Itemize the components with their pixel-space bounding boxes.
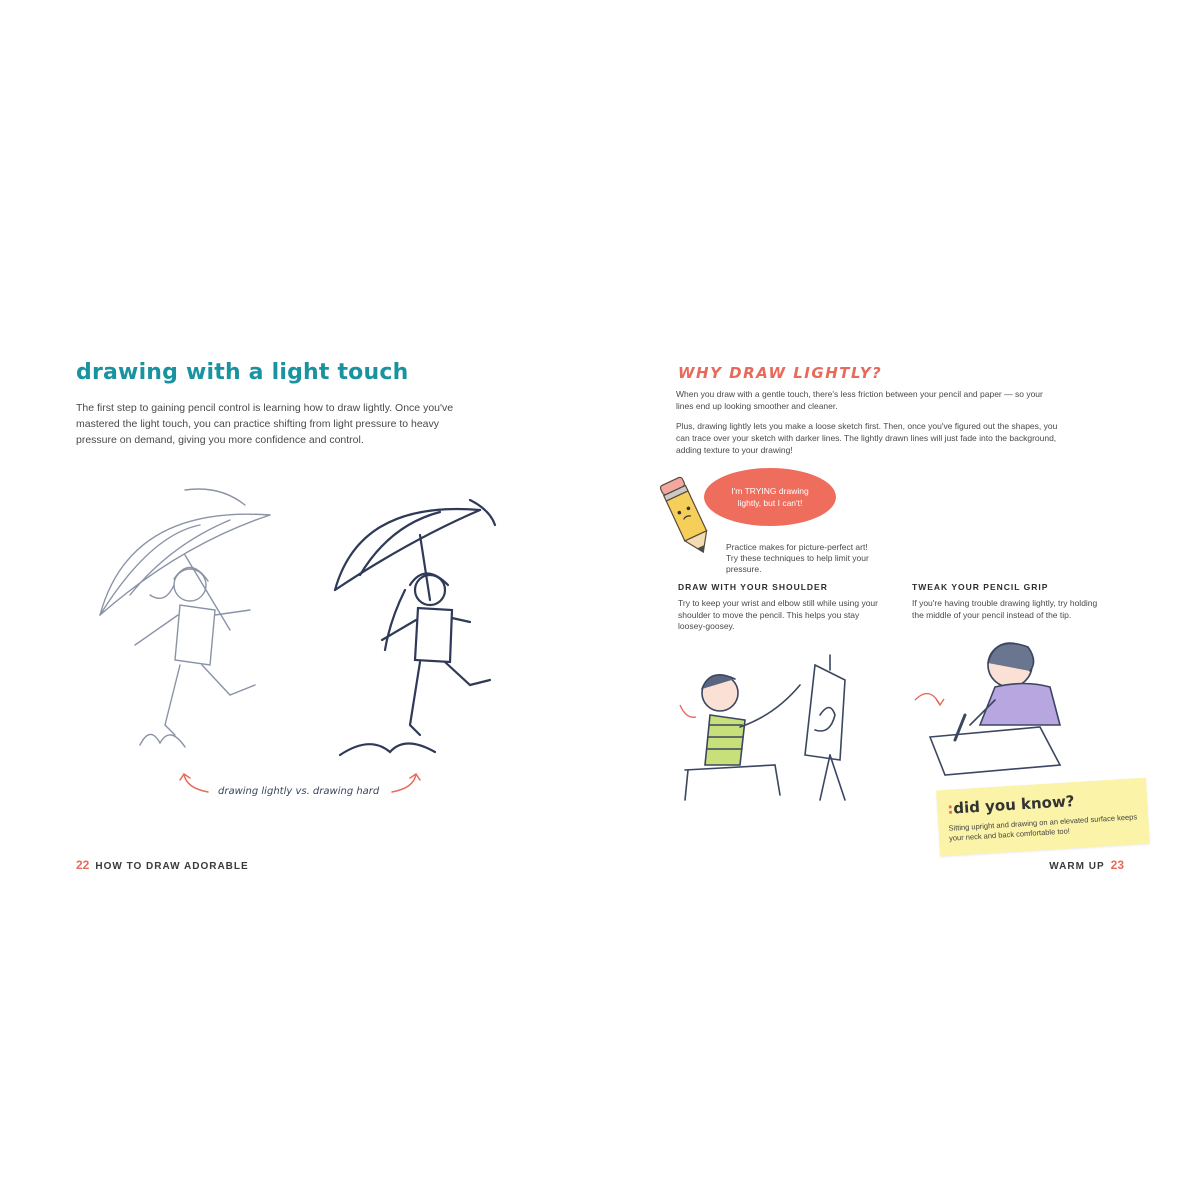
speech-bubble-text: I'm TRYING drawing lightly, but I can't! [731, 486, 809, 508]
why-paragraph-1: When you draw with a gentle touch, there's less friction between your pencil and paper — so your lines end up looking smoother and cleaner. [676, 389, 1043, 411]
note-colon: : [946, 799, 954, 818]
grip-heading: TWEAK YOUR PENCIL GRIP [912, 582, 1049, 592]
did-you-know-note [936, 778, 1150, 857]
running-head: HOW TO DRAW ADORABLE [95, 861, 249, 872]
shoulder-body: Try to keep your wrist and elbow still while using your shoulder to move the pencil. This helps you stay loosey-goosey. [678, 598, 878, 631]
light-drawing-girl-illustration [90, 485, 290, 755]
practice-text: Practice makes for picture-perfect art! Try these techniques to help limit your pressure. [726, 542, 869, 574]
intro-paragraph: The first step to gaining pencil control is learning how to draw lightly. Once you've mastered the light touch, you can practice shifting from light pressure to heavy pressure on demand, giving you more confidence and control. [76, 402, 454, 446]
pencil-character-illustration [656, 470, 716, 560]
note-body: Sitting upright and drawing on an elevated surface keeps your neck and back comfortable too! [948, 812, 1138, 843]
speech-bubble [704, 468, 836, 526]
illustration-caption: drawing lightly vs. drawing hard [218, 786, 380, 797]
note-heading [947, 792, 1075, 818]
note-heading-text: did you know? [952, 792, 1075, 818]
hard-drawing-girl-illustration [330, 490, 520, 760]
page-folio-left [76, 858, 249, 872]
right-page [600, 0, 1200, 1200]
boy-at-easel-illustration [680, 645, 870, 805]
why-paragraph-2: Plus, drawing lightly lets you make a loose sketch first. Then, once you've figured out the shapes, you can trace over your sketch with darker lines. The lightly drawn lines will just fade into the background, adding texture to your drawing! [676, 421, 1058, 455]
girl-drawing-illustration [910, 625, 1110, 775]
page-number: 22 [76, 858, 90, 872]
page-folio-right [1049, 858, 1124, 872]
page-title: drawing with a light touch [76, 360, 409, 385]
grip-body: If you're having trouble drawing lightly, try holding the middle of your pencil instead of the tip. [912, 598, 1098, 620]
shoulder-heading: DRAW WITH YOUR SHOULDER [678, 582, 828, 592]
page-number-right: 23 [1110, 858, 1124, 872]
running-head-right: WARM UP [1049, 861, 1105, 872]
why-heading: WHY DRAW LIGHTLY? [678, 364, 883, 382]
